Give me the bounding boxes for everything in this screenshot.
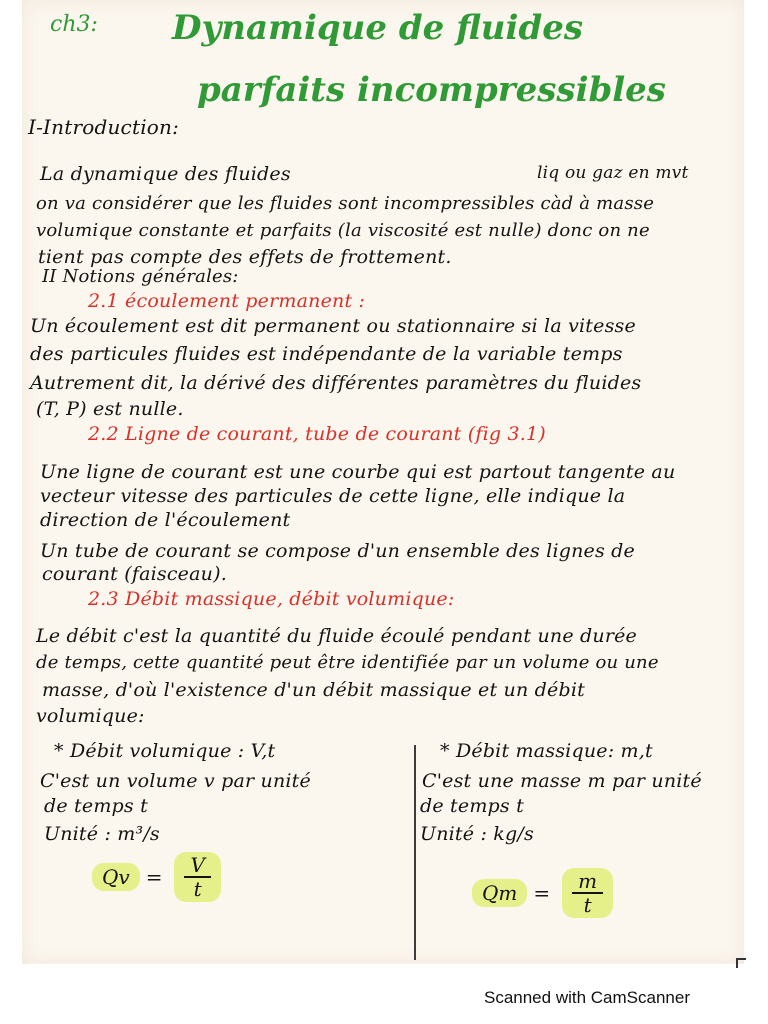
formula-equals: = bbox=[145, 865, 163, 889]
formula-lhs: Qm bbox=[472, 879, 527, 907]
intro-line-1: La dynamique des fluides bbox=[40, 163, 291, 185]
formula-numerator: m bbox=[572, 870, 603, 894]
chapter-label: ch3: bbox=[50, 12, 98, 37]
s22-line-1: Une ligne de courant est une courbe qui est partout tangente au bbox=[40, 461, 676, 483]
left-col-line-2: de temps t bbox=[44, 795, 148, 817]
right-col-line-1: C'est une masse m par unité bbox=[422, 770, 702, 792]
formula-denominator: t bbox=[583, 893, 592, 917]
intro-line-4: tient pas compte des effets de frottement. bbox=[38, 246, 452, 268]
mass-flow-formula bbox=[472, 868, 613, 918]
right-col-unit: Unité : kg/s bbox=[420, 823, 534, 845]
s22-line-4: Un tube de courant se compose d'un ensemble des lignes de bbox=[40, 540, 635, 562]
section-2-2-heading: 2.2 Ligne de courant, tube de courant (fig 3.1) bbox=[88, 423, 546, 445]
s21-line-2: des particules fluides est indépendante de la variable temps bbox=[30, 343, 623, 365]
page-title-line2: parfaits incompressibles bbox=[197, 70, 666, 110]
section-2-1-heading: 2.1 écoulement permanent : bbox=[88, 290, 366, 312]
scan-corner-mark bbox=[736, 958, 746, 968]
formula-fraction bbox=[174, 852, 220, 902]
left-col-unit: Unité : m³/s bbox=[44, 823, 160, 845]
formula-lhs: Qv bbox=[92, 863, 140, 891]
right-col-heading: * Débit massique: m,t bbox=[440, 740, 653, 762]
s23-line-2: de temps, cette quantité peut être identifiée par un volume ou une bbox=[36, 652, 659, 673]
formula-numerator: V bbox=[184, 854, 210, 878]
formula-fraction bbox=[562, 868, 613, 918]
notions-heading: II Notions générales: bbox=[42, 266, 239, 287]
scanned-page bbox=[22, 0, 744, 964]
left-col-line-1: C'est un volume v par unité bbox=[40, 770, 311, 792]
right-col-line-2: de temps t bbox=[420, 795, 524, 817]
page-title-line1: Dynamique de fluides bbox=[172, 8, 583, 48]
section-2-3-heading: 2.3 Débit massique, débit volumique: bbox=[88, 588, 455, 610]
s22-line-2: vecteur vitesse des particules de cette ligne, elle indique la bbox=[40, 485, 626, 507]
scanner-watermark: Scanned with CamScanner bbox=[483, 988, 690, 1007]
column-divider bbox=[414, 745, 416, 960]
formula-denominator: t bbox=[193, 877, 202, 901]
volumetric-flow-formula bbox=[92, 852, 221, 902]
s21-line-4: (T, P) est nulle. bbox=[36, 398, 184, 420]
s23-line-4: volumique: bbox=[36, 705, 145, 727]
intro-heading: I-Introduction: bbox=[28, 115, 180, 139]
formula-equals: = bbox=[533, 881, 551, 905]
s22-line-3: direction de l'écoulement bbox=[40, 509, 291, 531]
intro-line-2: on va considérer que les fluides sont incompressibles càd à masse bbox=[36, 193, 655, 214]
s21-line-3: Autrement dit, la dérivé des différentes paramètres du fluides bbox=[30, 372, 642, 394]
s23-line-3: masse, d'où l'existence d'un débit massique et un débit bbox=[42, 679, 585, 701]
left-col-heading: * Débit volumique : V,t bbox=[54, 740, 276, 762]
s22-line-5: courant (faisceau). bbox=[42, 563, 227, 585]
s23-line-1: Le débit c'est la quantité du fluide écoulé pendant une durée bbox=[36, 625, 637, 647]
intro-line-3: volumique constante et parfaits (la viscosité est nulle) donc on ne bbox=[36, 220, 650, 241]
intro-aside: liq ou gaz en mvt bbox=[537, 163, 689, 183]
s21-line-1: Un écoulement est dit permanent ou stationnaire si la vitesse bbox=[30, 315, 636, 337]
